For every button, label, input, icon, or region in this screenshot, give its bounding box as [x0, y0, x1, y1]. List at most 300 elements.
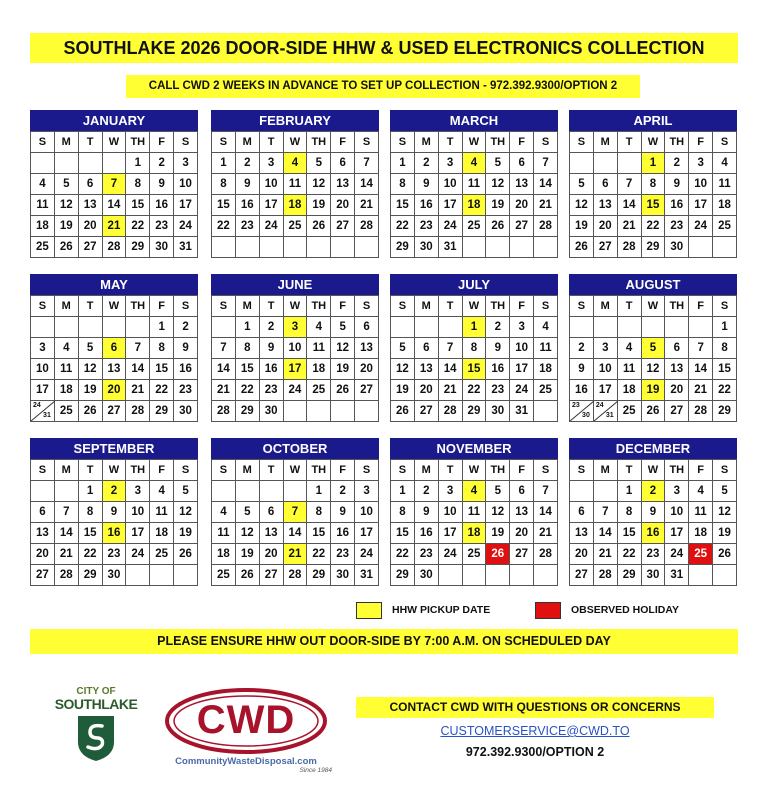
empty-cell	[593, 481, 617, 502]
day-cell: 2	[174, 317, 198, 338]
day-cell: 19	[54, 216, 78, 237]
day-cell: 17	[510, 359, 534, 380]
weekday-header: F	[331, 132, 355, 153]
day-cell: 29	[126, 237, 150, 258]
week-row	[31, 380, 198, 401]
empty-cell	[689, 565, 713, 586]
day-cell: 17	[593, 380, 617, 401]
weekday-header: T	[438, 460, 462, 481]
day-cell: 22	[150, 380, 174, 401]
empty-cell	[102, 317, 126, 338]
day-cell: 9	[150, 174, 174, 195]
week-row	[570, 359, 737, 380]
pickup-day-cell: 4	[462, 481, 486, 502]
day-cell: 5	[486, 153, 510, 174]
weekday-header: F	[689, 460, 713, 481]
weekday-header: T	[438, 132, 462, 153]
day-cell: 15	[235, 359, 259, 380]
week-row	[391, 338, 558, 359]
day-cell: 30	[259, 401, 283, 422]
day-cell: 18	[713, 195, 737, 216]
week-row	[391, 544, 558, 565]
empty-cell	[510, 237, 534, 258]
day-cell: 30	[331, 565, 355, 586]
week-row	[31, 544, 198, 565]
weekday-row	[31, 132, 198, 153]
empty-cell	[307, 237, 331, 258]
weekday-header: T	[78, 296, 102, 317]
empty-cell	[331, 401, 355, 422]
day-cell: 8	[641, 174, 665, 195]
empty-cell	[593, 317, 617, 338]
day-cell: 19	[391, 380, 415, 401]
day-cell: 14	[212, 359, 236, 380]
day-cell: 19	[486, 195, 510, 216]
week-row	[570, 338, 737, 359]
pickup-day-cell: 2	[102, 481, 126, 502]
day-cell: 2	[665, 153, 689, 174]
weekday-row	[212, 132, 379, 153]
southlake-logo-line2: SOUTHLAKE	[54, 696, 138, 712]
weekday-header: W	[462, 460, 486, 481]
weekday-header: W	[462, 296, 486, 317]
weekday-header: S	[212, 460, 236, 481]
day-cell: 10	[174, 174, 198, 195]
day-cell: 2	[570, 338, 594, 359]
week-row	[212, 237, 379, 258]
day-cell: 3	[438, 481, 462, 502]
day-cell: 23	[414, 216, 438, 237]
day-cell: 3	[665, 481, 689, 502]
month-table	[30, 459, 198, 586]
day-cell: 12	[570, 195, 594, 216]
day-cell: 8	[78, 502, 102, 523]
weekday-header: T	[438, 296, 462, 317]
empty-cell	[54, 481, 78, 502]
week-row	[212, 544, 379, 565]
day-cell: 18	[689, 523, 713, 544]
day-cell: 23	[259, 380, 283, 401]
day-cell: 9	[174, 338, 198, 359]
day-cell: 6	[593, 174, 617, 195]
month-table	[390, 131, 558, 258]
week-row	[391, 237, 558, 258]
pickup-day-cell: 21	[102, 216, 126, 237]
day-cell: 12	[641, 359, 665, 380]
week-row	[570, 481, 737, 502]
day-cell: 5	[307, 153, 331, 174]
weekday-header: M	[414, 132, 438, 153]
split-day-second: 31	[605, 412, 614, 419]
week-row	[212, 502, 379, 523]
pickup-day-cell: 7	[283, 502, 307, 523]
month-december	[569, 438, 737, 586]
month-august	[569, 274, 737, 422]
weekday-header: S	[31, 296, 55, 317]
weekday-header: S	[212, 132, 236, 153]
week-row	[212, 380, 379, 401]
week-row	[212, 216, 379, 237]
pickup-day-cell: 16	[102, 523, 126, 544]
weekday-header: S	[212, 296, 236, 317]
day-cell: 12	[713, 502, 737, 523]
day-cell: 13	[355, 338, 379, 359]
day-cell: 24	[259, 216, 283, 237]
day-cell: 29	[150, 401, 174, 422]
weekday-header: W	[283, 132, 307, 153]
day-cell: 7	[534, 153, 558, 174]
day-cell: 19	[235, 544, 259, 565]
day-cell: 17	[259, 195, 283, 216]
day-cell: 1	[150, 317, 174, 338]
day-cell: 29	[391, 565, 415, 586]
day-cell: 15	[307, 523, 331, 544]
day-cell: 13	[510, 502, 534, 523]
day-cell: 18	[31, 216, 55, 237]
day-cell: 19	[78, 380, 102, 401]
pickup-day-cell: 16	[641, 523, 665, 544]
empty-cell	[438, 565, 462, 586]
day-cell: 27	[510, 544, 534, 565]
day-cell: 26	[391, 401, 415, 422]
day-cell: 8	[713, 338, 737, 359]
day-cell: 19	[331, 359, 355, 380]
day-cell: 22	[78, 544, 102, 565]
day-cell: 19	[570, 216, 594, 237]
day-cell: 31	[355, 565, 379, 586]
weekday-header: F	[331, 460, 355, 481]
day-cell: 10	[283, 338, 307, 359]
day-cell: 26	[486, 216, 510, 237]
day-cell: 25	[283, 216, 307, 237]
day-cell: 10	[665, 502, 689, 523]
day-cell: 5	[331, 317, 355, 338]
day-cell: 12	[174, 502, 198, 523]
weekday-header: T	[617, 296, 641, 317]
weekday-row	[391, 132, 558, 153]
week-row	[31, 502, 198, 523]
month-name: MAY	[30, 274, 198, 295]
day-cell: 7	[438, 338, 462, 359]
day-cell: 25	[307, 380, 331, 401]
empty-cell	[283, 401, 307, 422]
empty-cell	[510, 565, 534, 586]
day-cell: 5	[391, 338, 415, 359]
day-cell: 13	[570, 523, 594, 544]
day-cell: 9	[570, 359, 594, 380]
day-cell: 14	[283, 523, 307, 544]
day-cell: 17	[689, 195, 713, 216]
month-name: SEPTEMBER	[30, 438, 198, 459]
day-cell: 22	[391, 544, 415, 565]
day-cell: 24	[689, 216, 713, 237]
day-cell: 21	[54, 544, 78, 565]
week-row	[391, 380, 558, 401]
holiday-day-cell: 25	[689, 544, 713, 565]
legend-holiday-swatch	[535, 602, 561, 619]
weekday-header: T	[259, 132, 283, 153]
holiday-day-cell: 26	[486, 544, 510, 565]
split-day-first: 24	[595, 402, 604, 409]
day-cell: 27	[414, 401, 438, 422]
empty-cell	[212, 481, 236, 502]
weekday-header: S	[31, 460, 55, 481]
day-cell: 25	[617, 401, 641, 422]
month-name: DECEMBER	[569, 438, 737, 459]
day-cell: 5	[713, 481, 737, 502]
week-row	[391, 565, 558, 586]
day-cell: 4	[54, 338, 78, 359]
day-cell: 3	[126, 481, 150, 502]
week-row	[570, 401, 737, 422]
week-row	[31, 153, 198, 174]
week-row	[31, 195, 198, 216]
day-cell: 17	[31, 380, 55, 401]
day-cell: 15	[713, 359, 737, 380]
month-september	[30, 438, 198, 586]
day-cell: 24	[355, 544, 379, 565]
day-cell: 27	[102, 401, 126, 422]
weekday-row	[391, 460, 558, 481]
day-cell: 26	[307, 216, 331, 237]
week-row	[570, 502, 737, 523]
empty-cell	[259, 237, 283, 258]
pickup-day-cell: 19	[641, 380, 665, 401]
day-cell: 12	[486, 174, 510, 195]
day-cell: 14	[534, 174, 558, 195]
day-cell: 6	[510, 481, 534, 502]
month-table	[211, 295, 379, 422]
day-cell: 16	[235, 195, 259, 216]
day-cell: 21	[355, 195, 379, 216]
day-cell: 9	[486, 338, 510, 359]
empty-cell	[593, 153, 617, 174]
weekday-header: M	[593, 132, 617, 153]
empty-cell	[78, 317, 102, 338]
day-cell: 23	[414, 544, 438, 565]
day-cell: 8	[126, 174, 150, 195]
month-table	[569, 459, 737, 586]
week-row	[391, 359, 558, 380]
empty-cell	[355, 237, 379, 258]
weekday-row	[570, 460, 737, 481]
day-cell: 29	[617, 565, 641, 586]
day-cell: 16	[665, 195, 689, 216]
day-cell: 20	[259, 544, 283, 565]
legend-pickup-swatch	[356, 602, 382, 619]
day-cell: 2	[235, 153, 259, 174]
week-row	[391, 401, 558, 422]
empty-cell	[462, 237, 486, 258]
day-cell: 9	[331, 502, 355, 523]
day-cell: 1	[713, 317, 737, 338]
weekday-header: S	[355, 132, 379, 153]
weekday-row	[212, 460, 379, 481]
day-cell: 25	[534, 380, 558, 401]
day-cell: 4	[150, 481, 174, 502]
weekday-header: M	[414, 460, 438, 481]
day-cell: 19	[307, 195, 331, 216]
day-cell: 11	[54, 359, 78, 380]
day-cell: 13	[593, 195, 617, 216]
day-cell: 3	[438, 153, 462, 174]
week-row	[31, 359, 198, 380]
day-cell: 19	[713, 523, 737, 544]
day-cell: 1	[235, 317, 259, 338]
day-cell: 14	[534, 502, 558, 523]
day-cell: 17	[355, 523, 379, 544]
week-row	[570, 523, 737, 544]
day-cell: 18	[150, 523, 174, 544]
day-cell: 28	[617, 237, 641, 258]
week-row	[31, 338, 198, 359]
day-cell: 8	[462, 338, 486, 359]
day-cell: 6	[331, 153, 355, 174]
week-row	[212, 338, 379, 359]
day-cell: 9	[102, 502, 126, 523]
weekday-header: S	[713, 296, 737, 317]
empty-cell	[54, 153, 78, 174]
day-cell: 20	[331, 195, 355, 216]
weekday-row	[212, 296, 379, 317]
day-cell: 24	[438, 216, 462, 237]
day-cell: 30	[102, 565, 126, 586]
day-cell: 8	[391, 174, 415, 195]
weekday-header: S	[713, 460, 737, 481]
weekday-header: F	[150, 460, 174, 481]
day-cell: 23	[331, 544, 355, 565]
day-cell: 22	[462, 380, 486, 401]
week-row	[391, 481, 558, 502]
day-cell: 18	[54, 380, 78, 401]
day-cell: 24	[174, 216, 198, 237]
day-cell: 3	[355, 481, 379, 502]
week-row	[570, 216, 737, 237]
week-row	[570, 195, 737, 216]
empty-cell	[689, 237, 713, 258]
weekday-header: S	[570, 132, 594, 153]
weekday-header: TH	[307, 296, 331, 317]
day-cell: 2	[331, 481, 355, 502]
weekday-header: S	[391, 460, 415, 481]
empty-cell	[235, 237, 259, 258]
day-cell: 29	[307, 565, 331, 586]
pickup-day-cell: 2	[641, 481, 665, 502]
email-link[interactable]: CUSTOMERSERVICE@CWD.TO	[440, 724, 630, 738]
day-cell: 11	[462, 174, 486, 195]
month-name: AUGUST	[569, 274, 737, 295]
empty-cell	[126, 565, 150, 586]
day-cell: 15	[126, 195, 150, 216]
pickup-day-cell: 15	[462, 359, 486, 380]
day-cell: 3	[510, 317, 534, 338]
day-cell: 2	[414, 481, 438, 502]
weekday-header: TH	[126, 296, 150, 317]
day-cell: 6	[510, 153, 534, 174]
day-cell: 11	[31, 195, 55, 216]
day-cell: 25	[462, 216, 486, 237]
day-cell: 30	[486, 401, 510, 422]
month-name: MARCH	[390, 110, 558, 131]
pickup-day-cell: 18	[462, 523, 486, 544]
day-cell: 5	[570, 174, 594, 195]
day-cell: 3	[174, 153, 198, 174]
weekday-header: S	[391, 296, 415, 317]
day-cell: 26	[570, 237, 594, 258]
day-cell: 9	[414, 174, 438, 195]
day-cell: 28	[283, 565, 307, 586]
weekday-header: F	[331, 296, 355, 317]
day-cell: 26	[174, 544, 198, 565]
day-cell: 16	[414, 523, 438, 544]
weekday-header: TH	[307, 460, 331, 481]
day-cell: 4	[689, 481, 713, 502]
empty-cell	[212, 237, 236, 258]
day-cell: 20	[510, 195, 534, 216]
day-cell: 13	[31, 523, 55, 544]
day-cell: 31	[510, 401, 534, 422]
month-name: FEBRUARY	[211, 110, 379, 131]
day-cell: 27	[331, 216, 355, 237]
weekday-header: T	[617, 132, 641, 153]
week-row	[31, 174, 198, 195]
empty-cell	[31, 153, 55, 174]
day-cell: 22	[713, 380, 737, 401]
day-cell: 3	[593, 338, 617, 359]
day-cell: 24	[283, 380, 307, 401]
month-july	[390, 274, 558, 422]
day-cell: 17	[665, 523, 689, 544]
day-cell: 17	[126, 523, 150, 544]
day-cell: 9	[665, 174, 689, 195]
weekday-header: W	[641, 132, 665, 153]
split-day-cell	[570, 401, 594, 422]
day-cell: 21	[438, 380, 462, 401]
weekday-header: M	[235, 132, 259, 153]
day-cell: 24	[438, 544, 462, 565]
day-cell: 20	[78, 216, 102, 237]
day-cell: 6	[570, 502, 594, 523]
day-cell: 14	[617, 195, 641, 216]
day-cell: 29	[713, 401, 737, 422]
day-cell: 28	[355, 216, 379, 237]
day-cell: 11	[150, 502, 174, 523]
month-april	[569, 110, 737, 258]
empty-cell	[617, 153, 641, 174]
day-cell: 26	[235, 565, 259, 586]
day-cell: 10	[510, 338, 534, 359]
weekday-header: S	[534, 132, 558, 153]
day-cell: 28	[593, 565, 617, 586]
weekday-header: M	[54, 296, 78, 317]
day-cell: 11	[462, 502, 486, 523]
day-cell: 5	[235, 502, 259, 523]
day-cell: 21	[534, 523, 558, 544]
day-cell: 7	[617, 174, 641, 195]
day-cell: 14	[355, 174, 379, 195]
day-cell: 10	[438, 502, 462, 523]
day-cell: 16	[150, 195, 174, 216]
day-cell: 7	[212, 338, 236, 359]
empty-cell	[331, 237, 355, 258]
day-cell: 21	[593, 544, 617, 565]
day-cell: 15	[78, 523, 102, 544]
weekday-header: TH	[307, 132, 331, 153]
pickup-day-cell: 4	[462, 153, 486, 174]
day-cell: 14	[438, 359, 462, 380]
empty-cell	[534, 565, 558, 586]
day-cell: 10	[593, 359, 617, 380]
